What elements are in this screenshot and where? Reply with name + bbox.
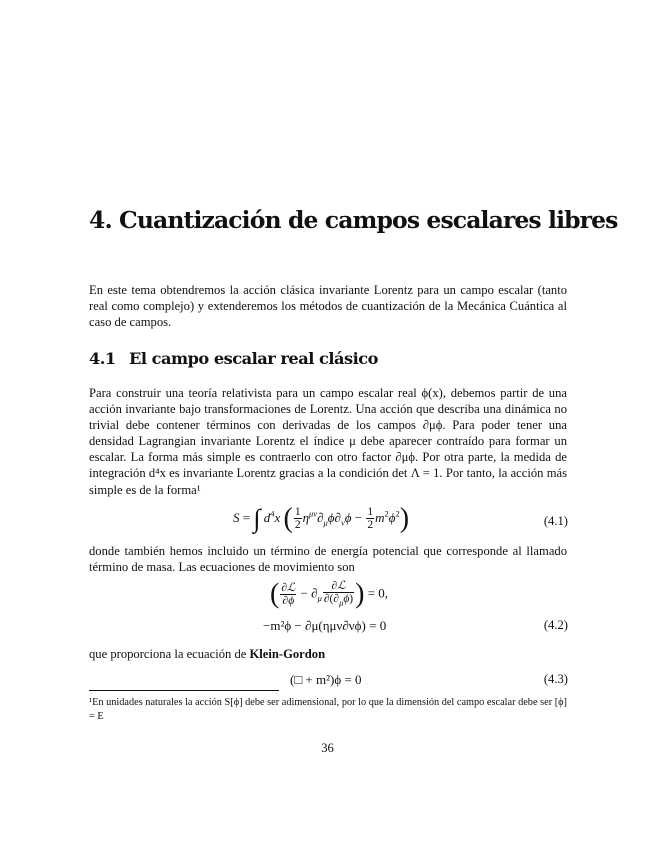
intro-text: En este tema obtendremos la acción clásica invariante Lorentz para un campo escalar (tanto real como complejo) y extenderemos los métodos de cuantización de la Mecánica Cuántica al caso de campos. xyxy=(89,283,567,330)
paragraph-2-text: donde también hemos incluido un término de energía potencial que corresponde al llamado término de masa. Las ecuaciones de movimiento son xyxy=(89,544,567,575)
equation-4-2-line-1: ( $\frac{\text{∂ℒ}}{\partial\phi}$ − $\partial_\mu$ $\frac{\text{∂ℒ}}{\partial(\partial_\mu\phi)}$ ) = 0, xyxy=(270,578,389,610)
body-paragraph-3 xyxy=(89,646,567,662)
section-number: 4.1 xyxy=(89,349,116,368)
section-title: El campo escalar real clásico xyxy=(129,349,378,368)
body-paragraph-1 xyxy=(89,385,567,498)
footnote-rule xyxy=(89,690,279,691)
equation-4-1-label: (4.1) xyxy=(543,514,568,528)
paragraph-1-text: Para construir una teoría relativista para un campo escalar real ϕ(x), debemos partir de una acción invariante bajo transformaciones de Lorentz. Una acción que describa una dinámica no trivial debe contener términos con derivadas de los campos ∂μϕ. Para poder tener una densidad Lagrangian invariante Lorentz el índice μ debe aparecer contraído para formar un escalar. La forma más simple es contraerlo con otro factor ∂μϕ. Por otra parte, la medida de integración d⁴x es invariante Lorentz gracias a la condición det Λ = 1. Por tanto, la acción más simple es de la forma¹ xyxy=(89,386,567,497)
intro-paragraph xyxy=(89,282,567,330)
chapter-title: 4. Cuantización de campos escalares libres xyxy=(89,206,618,234)
footnote: ¹En unidades naturales la acción S[ϕ] debe ser adimensional, por lo que la dimensión del campo escalar debe ser [ϕ] = E xyxy=(89,697,567,722)
equation-4-1: S = ∫ $d^4x$ ( $\frac{1}{2}$ $\eta^{\mu\nu}\partial_\mu\phi\partial_\nu\phi$ − $\frac{1}{2}$ $m^2\phi^2$) xyxy=(233,503,410,534)
equation-4-3-label: (4.3) xyxy=(543,672,568,686)
equation-4-2-line-2: −m²ϕ − ∂μ(ημν∂νϕ) = 0 xyxy=(263,618,387,633)
equation-4-3: (□ + m²)ϕ = 0 xyxy=(290,672,362,687)
equation-4-2-label: (4.2) xyxy=(543,618,568,632)
section-heading xyxy=(89,349,378,368)
page-number: 36 xyxy=(321,741,334,755)
body-paragraph-2 xyxy=(89,543,567,575)
klein-gordon-term: Klein-Gordon xyxy=(249,647,326,661)
paragraph-3-text: que proporciona la ecuación de xyxy=(89,647,250,661)
